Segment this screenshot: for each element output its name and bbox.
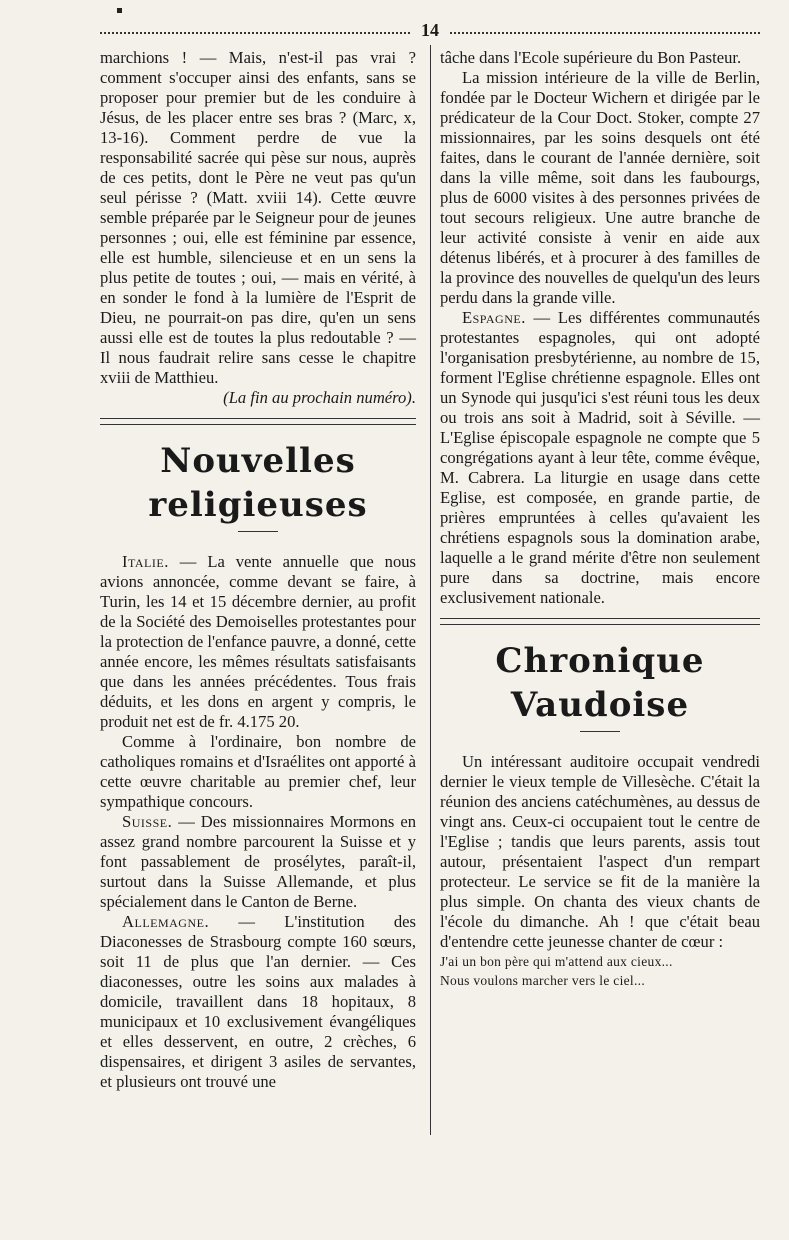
continuation-paragraph: tâche dans l'Ecole supérieure du Bon Pasteur. xyxy=(440,48,742,67)
text-italie: — La vente annuelle que nous avions annoncée, comme devant se faire, à Turin, les 14 et 15 décembre dernier, au profit de la Société des Demoiselles protestantes pour la protection de l'enfance pauvre, a donné, cette année encore, les mêmes résultats satisfaisants que dans les années précédentes. Tous frais déduits, et les dons en argent y compris, le produit net est de fr. 4.175 20. xyxy=(100,552,416,731)
section-separator xyxy=(100,418,416,425)
column-divider xyxy=(430,45,431,1135)
section-separator-right xyxy=(440,618,760,625)
verse-line-1: J'ai un bon père qui m'attend aux cieux... xyxy=(440,954,673,969)
title-underline-right xyxy=(580,731,620,732)
title-underline xyxy=(238,531,278,532)
paragraph-italie xyxy=(100,552,416,732)
page-header xyxy=(100,20,760,42)
text-allemagne: — L'institution des Diaconesses de Strasbourg compte 160 sœurs, soit 11 de plus que l'an dernier. — Ces diaconesses, outre les soins aux malades à domicile, travaillent dans 18 hopitaux, 8 municipaux et 10 exclusivement évangéliques et elles desservent, en outre, 2 crèches, 6 dispensaires, et dirigent 3 asiles de servantes, et plusieurs ont trouvé une xyxy=(100,912,416,1091)
ink-dot xyxy=(117,8,122,13)
paragraph-italie-2: Comme à l'ordinaire, bon nombre de catholiques romains et d'Israélites ont apporté à cette œuvre charitable au premier chef, leur sympathique concours. xyxy=(100,732,416,811)
label-espagne: Espagne. xyxy=(462,308,526,327)
verse-line-2: Nous voulons marcher vers le ciel... xyxy=(440,973,645,988)
label-suisse: Suisse. xyxy=(122,812,173,831)
header-rule-left xyxy=(100,32,410,34)
paragraph-suisse xyxy=(100,812,416,912)
section-title-nouvelles: Nouvelles religieuses xyxy=(148,441,368,525)
right-column xyxy=(440,48,760,990)
section-title-chronique: Chronique Vaudoise xyxy=(495,641,705,725)
text-espagne: — Les différentes communautés protestantes espagnoles, qui ont adopté l'organisation presbytérienne, au nombre de 15, forment l'Eglise chrétienne espagnole. Elles ont un Synode qui jusqu'ici s'est réuni tous les deux ou trois ans soit à Madrid, soit à Séville. — L'Eglise épiscopale espagnole ne compte que 5 congrégations ayant à leur tête, comme évêque, M. Cabrera. La liturgie en usage dans cette Eglise, est composée, en grande partie, de prières empruntées à celles qu'avaient les chrétiens espagnols sous la domination arabe, laquelle a le grand mérite d'être non seulement pure dans sa doctrine, mais encore exclusivement nationale. xyxy=(440,308,760,607)
paragraph-allemagne xyxy=(100,912,416,1092)
label-italie: Italie. xyxy=(122,552,169,571)
left-column xyxy=(100,48,416,1092)
paragraph-berlin: La mission intérieure de la ville de Berlin, fondée par le Docteur Wichern et dirigée par le prédicateur de la Cour Doct. Stoker, compte 27 missionnaires, par les soins desquels ont été faites, dans le courant de l'année dernière, soit dans la ville même, soit dans les faubourgs, plus de 6000 visites à des personnes privées de tout secours religieux. Une autre branche de leur activité consiste à venir en aide aux détenus libérés, et à procurer à des familles de la province des nouvelles de quelqu'un des leurs perdu dans la grande ville. xyxy=(440,68,760,307)
intro-paragraph: marchions ! — Mais, n'est-il pas vrai ? comment s'occuper ainsi des enfants, sans se proposer pour premier but de les conduire à Jésus, de les placer entre ses bras ? (Marc, x, 13-16). Comment perdre de vue la responsabilité sacrée qui pèse sur nous, auprès de ces petits, dont le Père ne veut pas qu'un seul périsse ? (Matt. xviii 14). Cette œuvre semble préparée par le Seigneur pour de jeunes personnes ; oui, elle est féminine par essence, elle est humble, silencieuse et en un sens la plus petite de toutes ; oui, — mais en vérité, à en sonder le fond à la lumière de l'Esprit de Dieu, ne pourrait-on pas dire, qu'en un sens aussi elle est de toutes la plus redoutable ? — Il nous faudrait relire sans cesse le chapitre xviii de Matthieu. xyxy=(100,48,416,387)
label-allemagne: Allemagne. xyxy=(122,912,210,931)
paragraph-chronique: Un intéressant auditoire occupait vendredi dernier le vieux temple de Villesèche. C'était la réunion des anciens catéchumènes, au dessus de vingt ans. Ceux-ci occupaient tout le centre de l'Eglise ; tandis que leurs parents, assis tout autour, présentaient l'aspect d'un rempart protecteur. Le service se fit de la manière la plus simple. On chanta des vieux chants de l'école du dimanche. Ah ! que c'était beau d'entendre cette jeunesse chanter de cœur : xyxy=(440,752,760,951)
header-rule-right xyxy=(450,32,760,34)
text-suisse: — Des missionnaires Mormons en assez grand nombre parcourent la Suisse et y font passablement de prosélytes, paraît-il, surtout dans la Suisse Allemande, et plus spécialement dans le Canton de Berne. xyxy=(100,812,416,911)
paragraph-espagne xyxy=(440,308,760,608)
page-number: 14 xyxy=(421,20,439,40)
continuation-note: (La fin au prochain numéro). xyxy=(223,388,416,407)
